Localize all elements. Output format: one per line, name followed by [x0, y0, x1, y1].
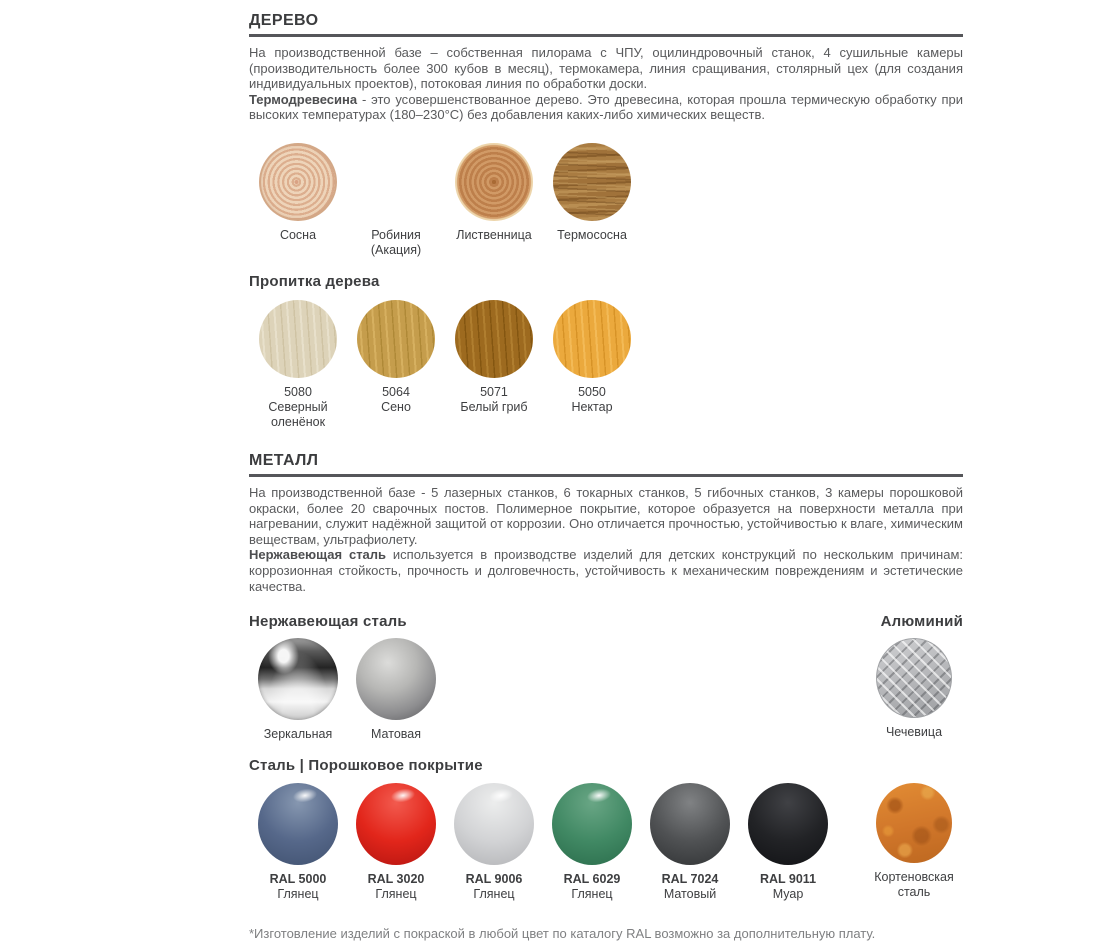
corten-steel-swatch [876, 783, 952, 863]
swatch-code: 5071 [480, 384, 508, 399]
wood-section-title: ДЕРЕВО [249, 12, 963, 37]
aluminum-title: Алюминий [880, 613, 963, 631]
stainless-title: Нержавеющая сталь [249, 613, 407, 631]
stainless-term: Нержавеющая сталь [249, 547, 387, 563]
swatch-label: Робиния (Акация) [370, 227, 422, 257]
finish-name: Глянец [571, 887, 613, 902]
catalog-page [249, 0, 963, 942]
finish-name: Глянец [277, 887, 319, 902]
impregnation-cell [445, 300, 543, 415]
swatch-label [662, 872, 719, 902]
swatch-label [460, 385, 527, 415]
swatch-label [466, 872, 523, 902]
mirror-steel-swatch [258, 638, 338, 720]
swatch-label [368, 872, 425, 902]
metal-stainless-paragraph [249, 547, 963, 594]
impregnation-row [249, 300, 963, 430]
ral-code: RAL 9011 [759, 872, 817, 887]
ral-code: RAL 6029 [563, 872, 621, 887]
swatch-name: Нектар [571, 399, 613, 414]
swatch-label: Кортеновская сталь [874, 870, 954, 900]
ral-3020-swatch [356, 783, 436, 865]
impregnation-cell [249, 300, 347, 430]
powder-title: Сталь | Порошковое покрытие [249, 757, 483, 775]
impregnation-title: Пропитка дерева [249, 272, 380, 290]
ral-code: RAL 9006 [465, 872, 523, 887]
powder-cell [543, 783, 641, 902]
swatch-label [270, 872, 327, 902]
wood-intro-text: На производственной базе – собственная пилорама с ЧПУ, оцилиндровочный станок, 4 сушильные камеры (производительность более 300 кубов в месяц), термокамера, линия сращивания, столярный цех (для создания индивидуальных проектов), потоковая линия по обработки доски. [249, 45, 963, 92]
finish-name: Матовый [663, 887, 717, 902]
powder-row [249, 783, 963, 902]
robinia-slice-swatch [357, 143, 435, 221]
swatch-code: 5064 [382, 384, 410, 399]
wood-thermo-paragraph [249, 92, 963, 123]
metal-subhead-row [249, 612, 963, 631]
ral-5000-swatch [258, 783, 338, 865]
powder-cell [445, 783, 543, 902]
swatch-label [760, 872, 816, 902]
wood-species-cell [543, 143, 641, 243]
swatch-label [381, 385, 411, 415]
larch-slice-swatch [455, 143, 533, 221]
swatch-label: Сосна [279, 227, 317, 242]
ral-6029-swatch [552, 783, 632, 865]
wood-thermo-text: - это усовершенствованное дерево. Это древесина, которая прошла термическую обработку при высоких температурах (180–230°C) без добавления каких-либо химических веществ. [249, 91, 963, 123]
thermopine-swatch [553, 143, 631, 221]
corten-cell [865, 783, 963, 900]
pine-slice-swatch [259, 143, 337, 221]
wood-species-cell [249, 143, 347, 243]
swatch-name: Сено [381, 399, 411, 414]
stainless-text: используется в производстве изделий для детских конструкций по нескольким причинам: коррозионная стойкость, прочность и долговечность, устойчивость к механическим повреждениям и эстетические качества. [249, 547, 964, 594]
ral-code: RAL 7024 [661, 872, 719, 887]
powder-cell [347, 783, 445, 902]
impregnation-swatch [553, 300, 631, 378]
metal-intro-paragraph [249, 485, 963, 547]
swatch-label [249, 385, 347, 430]
stainless-cell [347, 638, 445, 742]
wood-species-row [249, 143, 963, 258]
finish-name: Муар [772, 887, 804, 902]
finish-name: Глянец [473, 887, 515, 902]
ral-code: RAL 5000 [269, 872, 327, 887]
wood-thermo-term: Термодревесина [249, 91, 358, 107]
swatch-code: 5050 [578, 384, 606, 399]
wood-section [249, 12, 963, 430]
powder-cell [249, 783, 347, 902]
impregnation-cell [347, 300, 445, 415]
ral-7024-swatch [650, 783, 730, 865]
matte-steel-swatch [356, 638, 436, 720]
stainless-row [249, 638, 963, 742]
finish-name: Глянец [375, 887, 417, 902]
wood-species-cell [347, 143, 445, 258]
ral-code: RAL 3020 [367, 872, 425, 887]
powder-cell [641, 783, 739, 902]
stainless-cell [249, 638, 347, 742]
swatch-label [571, 385, 612, 415]
ral-footnote: *Изготовление изделий с покраской в любой цвет по каталогу RAL возможно за дополнительную плату. [249, 926, 876, 942]
impregnation-swatch [455, 300, 533, 378]
swatch-name: Северный оленёнок [268, 399, 328, 429]
powder-cell [739, 783, 837, 902]
swatch-label: Матовая [371, 727, 421, 742]
impregnation-cell [543, 300, 641, 415]
ral-9011-swatch [748, 783, 828, 865]
ral-9006-swatch [454, 783, 534, 865]
metal-section-title: МЕТАЛЛ [249, 452, 963, 477]
metal-intro-text: На производственной базе - 5 лазерных станков, 6 токарных станков, 5 гибочных станков, 3 камеры порошковой окраски, более 20 сварочных постов. Полимерное покрытие, которое образуется на поверхности металла при нагревании, служит надёжной защитой от коррозии. Оно отличается прочностью, устойчивостью к влаге, химическим веществам, ультрафиолету. [249, 484, 963, 547]
swatch-label: Зеркальная [263, 727, 333, 742]
wood-intro-paragraph [249, 45, 963, 92]
impregnation-swatch [357, 300, 435, 378]
impregnation-swatch [259, 300, 337, 378]
diamond-plate-swatch [876, 638, 952, 718]
swatch-name: Белый гриб [460, 399, 528, 414]
swatch-label [564, 872, 621, 902]
wood-species-cell [445, 143, 543, 243]
swatch-label: Чечевица [885, 725, 943, 740]
swatch-code: 5080 [284, 384, 312, 399]
swatch-label: Лиственница [456, 227, 532, 242]
aluminum-cell [865, 638, 963, 740]
swatch-label: Термососна [557, 227, 627, 242]
metal-section [249, 452, 963, 902]
